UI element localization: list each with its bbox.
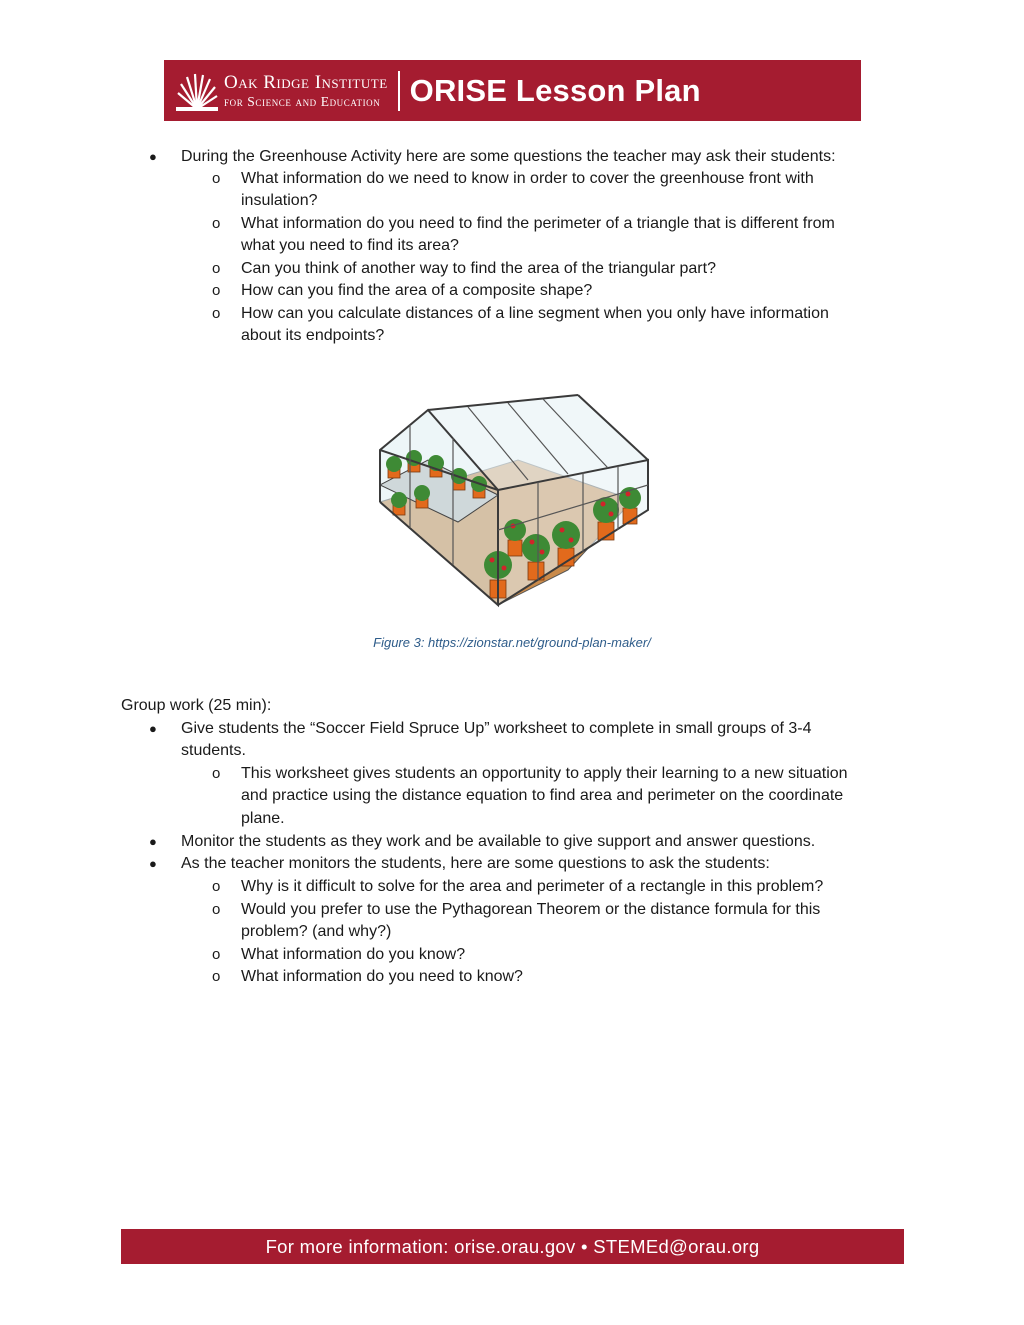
org-name	[224, 73, 388, 109]
sub-bullet-icon: o	[212, 878, 221, 895]
list-item-continued: and practice using the distance equation to find area and perimeter on the coordinate	[241, 787, 844, 804]
sunburst-logo-icon	[176, 71, 218, 111]
bullet-icon: ●	[149, 834, 157, 849]
list-item-continued: about its endpoints?	[241, 327, 385, 344]
list-item: This worksheet gives students an opportunity to apply their learning to a new situation	[241, 765, 848, 782]
list-item-continued: problem? (and why?)	[241, 923, 392, 940]
sub-bullet-icon: o	[212, 765, 221, 782]
page-title: ORISE Lesson Plan	[409, 72, 701, 108]
footer-banner: For more information: orise.orau.gov • STEMEd@orau.org	[121, 1229, 904, 1264]
sub-bullet-icon: o	[212, 215, 221, 232]
list-item: What information do we need to know in order to cover the greenhouse front with	[241, 170, 814, 187]
sub-bullet-icon: o	[212, 282, 221, 299]
header-divider	[398, 71, 400, 111]
list-item: Why is it difficult to solve for the area and perimeter of a rectangle in this problem?	[241, 878, 824, 895]
sub-bullet-icon: o	[212, 968, 221, 985]
sub-bullet-icon: o	[212, 305, 221, 322]
greenhouse-illustration	[358, 390, 668, 630]
section-heading: Group work (25 min):	[121, 697, 272, 714]
sub-bullet-icon: o	[212, 901, 221, 918]
bullet-icon: ●	[149, 721, 157, 736]
list-item: Monitor the students as they work and be available to give support and answer questions.	[181, 833, 816, 850]
list-item: Can you think of another way to find the area of the triangular part?	[241, 260, 716, 277]
header-banner	[164, 60, 861, 121]
bullet-icon: ●	[149, 856, 157, 871]
sub-bullet-icon: o	[212, 946, 221, 963]
list-item: Give students the “Soccer Field Spruce Up” worksheet to complete in small groups of 3-4	[181, 720, 812, 737]
sub-bullet-icon: o	[212, 260, 221, 277]
list-item-continued: students.	[181, 742, 246, 759]
bullet-icon: ●	[149, 149, 157, 164]
list-item-continued: insulation?	[241, 192, 318, 209]
list-item: What information do you need to find the perimeter of a triangle that is different from	[241, 215, 835, 232]
org-name-line1: Oak Ridge Institute	[224, 71, 388, 93]
sub-bullet-icon: o	[212, 170, 221, 187]
list-item: During the Greenhouse Activity here are some questions the teacher may ask their students:	[181, 148, 836, 165]
list-item-continued: what you need to find its area?	[241, 237, 459, 254]
list-item: As the teacher monitors the students, here are some questions to ask the students:	[181, 855, 770, 872]
list-item: What information do you need to know?	[241, 968, 523, 985]
list-item: How can you find the area of a composite shape?	[241, 282, 593, 299]
list-item: Would you prefer to use the Pythagorean Theorem or the distance formula for this	[241, 901, 821, 918]
list-item: How can you calculate distances of a line segment when you only have information	[241, 305, 829, 322]
list-item: What information do you know?	[241, 946, 466, 963]
org-name-line2: for Science and Education	[224, 93, 381, 109]
list-item-continued: plane.	[241, 810, 285, 827]
figure-caption: Figure 3: https://zionstar.net/ground-plan-maker/	[373, 635, 651, 650]
